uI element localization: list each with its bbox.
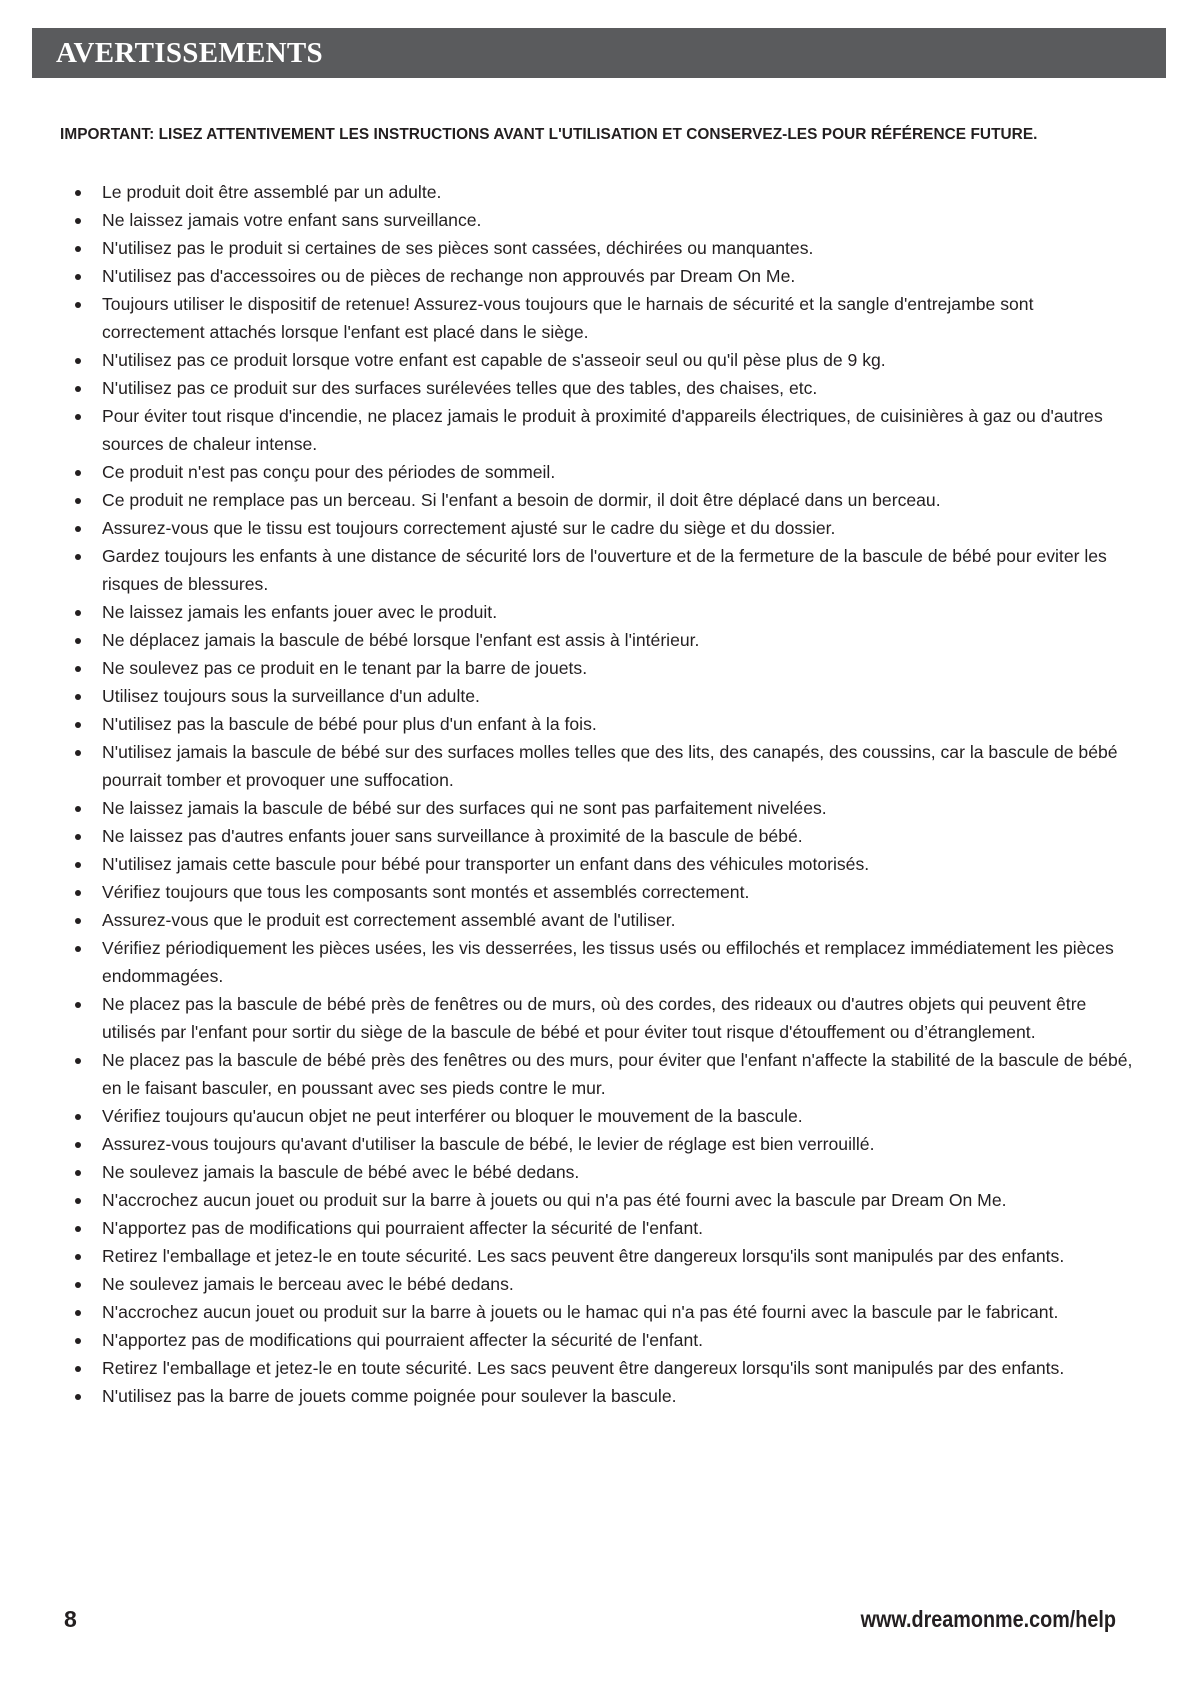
page-title: AVERTISSEMENTS: [56, 36, 323, 69]
header-bar: [32, 28, 1166, 78]
list-item: Ne laissez pas d'autres enfants jouer sans surveillance à proximité de la bascule de bébé.: [60, 822, 1140, 850]
list-item: N'utilisez pas ce produit sur des surfaces surélevées telles que des tables, des chaises, etc.: [60, 374, 1140, 402]
list-item: Toujours utiliser le dispositif de retenue! Assurez-vous toujours que le harnais de sécurité et la sangle d'entrejambe sont correctement attachés lorsque l'enfant est placé dans le siège.: [60, 290, 1140, 346]
list-item: N'accrochez aucun jouet ou produit sur la barre à jouets ou qui n'a pas été fourni avec la bascule par Dream On Me.: [60, 1186, 1140, 1214]
list-item: N'utilisez pas d'accessoires ou de pièces de rechange non approuvés par Dream On Me.: [60, 262, 1140, 290]
list-item: Ce produit n'est pas conçu pour des périodes de sommeil.: [60, 458, 1140, 486]
list-item: N'utilisez pas la bascule de bébé pour plus d'un enfant à la fois.: [60, 710, 1140, 738]
list-item: N'utilisez jamais la bascule de bébé sur des surfaces molles telles que des lits, des canapés, des coussins, car la bascule de bébé pourrait tomber et provoquer une suffocation.: [60, 738, 1140, 794]
list-item: Ne déplacez jamais la bascule de bébé lorsque l'enfant est assis à l'intérieur.: [60, 626, 1140, 654]
page-number: 8: [64, 1606, 77, 1632]
list-item: Assurez-vous que le produit est correctement assemblé avant de l'utiliser.: [60, 906, 1140, 934]
list-item: Ne soulevez jamais la bascule de bébé avec le bébé dedans.: [60, 1158, 1140, 1186]
list-item: Assurez-vous toujours qu'avant d'utiliser la bascule de bébé, le levier de réglage est bien verrouillé.: [60, 1130, 1140, 1158]
footer-url: www.dreamonme.com/help: [860, 1606, 1116, 1632]
list-item: Gardez toujours les enfants à une distance de sécurité lors de l'ouverture et de la fermeture de la bascule de bébé pour eviter les risques de blessures.: [60, 542, 1140, 598]
list-item: Assurez-vous que le tissu est toujours correctement ajusté sur le cadre du siège et du dossier.: [60, 514, 1140, 542]
list-item: N'utilisez pas la barre de jouets comme poignée pour soulever la bascule.: [60, 1382, 1140, 1410]
list-item: N'utilisez pas le produit si certaines de ses pièces sont cassées, déchirées ou manquantes.: [60, 234, 1140, 262]
list-item: Ne soulevez jamais le berceau avec le bébé dedans.: [60, 1270, 1140, 1298]
list-item: Ne laissez jamais les enfants jouer avec le produit.: [60, 598, 1140, 626]
list-item: Ne laissez jamais votre enfant sans surveillance.: [60, 206, 1140, 234]
list-item: N'apportez pas de modifications qui pourraient affecter la sécurité de l'enfant.: [60, 1214, 1140, 1242]
list-item: N'utilisez pas ce produit lorsque votre enfant est capable de s'asseoir seul ou qu'il pèse plus de 9 kg.: [60, 346, 1140, 374]
list-item: Retirez l'emballage et jetez-le en toute sécurité. Les sacs peuvent être dangereux lorsqu'ils sont manipulés par des enfants.: [60, 1242, 1140, 1270]
list-item: Ne laissez jamais la bascule de bébé sur des surfaces qui ne sont pas parfaitement nivelées.: [60, 794, 1140, 822]
list-item: Ne placez pas la bascule de bébé près de fenêtres ou de murs, où des cordes, des rideaux ou d'autres objets qui peuvent être utilisés par l'enfant pour sortir du siège de la bascule de bébé et pour éviter tout risque d'étouffement ou d’étranglement.: [60, 990, 1140, 1046]
warnings-list: [60, 178, 1140, 1410]
list-item: Ce produit ne remplace pas un berceau. Si l'enfant a besoin de dormir, il doit être déplacé dans un berceau.: [60, 486, 1140, 514]
list-item: N'accrochez aucun jouet ou produit sur la barre à jouets ou le hamac qui n'a pas été fourni avec la bascule par le fabricant.: [60, 1298, 1140, 1326]
list-item: Utilisez toujours sous la surveillance d'un adulte.: [60, 682, 1140, 710]
list-item: Retirez l'emballage et jetez-le en toute sécurité. Les sacs peuvent être dangereux lorsqu'ils sont manipulés par des enfants.: [60, 1354, 1140, 1382]
list-item: Le produit doit être assemblé par un adulte.: [60, 178, 1140, 206]
list-item: Ne placez pas la bascule de bébé près des fenêtres ou des murs, pour éviter que l'enfant n'affecte la stabilité de la bascule de bébé, en le faisant basculer, en poussant avec ses pieds contre le mur.: [60, 1046, 1140, 1102]
important-notice: IMPORTANT: LISEZ ATTENTIVEMENT LES INSTRUCTIONS AVANT L'UTILISATION ET CONSERVEZ-LES POUR RÉFÉRENCE FUTURE.: [60, 126, 1038, 143]
list-item: Vérifiez toujours qu'aucun objet ne peut interférer ou bloquer le mouvement de la bascule.: [60, 1102, 1140, 1130]
list-item: N'utilisez jamais cette bascule pour bébé pour transporter un enfant dans des véhicules motorisés.: [60, 850, 1140, 878]
list-item: Pour éviter tout risque d'incendie, ne placez jamais le produit à proximité d'appareils électriques, de cuisinières à gaz ou d'autres sources de chaleur intense.: [60, 402, 1140, 458]
list-item: Ne soulevez pas ce produit en le tenant par la barre de jouets.: [60, 654, 1140, 682]
list-item: Vérifiez périodiquement les pièces usées, les vis desserrées, les tissus usés ou effilochés et remplacez immédiatement les pièces endommagées.: [60, 934, 1140, 990]
list-item: N'apportez pas de modifications qui pourraient affecter la sécurité de l'enfant.: [60, 1326, 1140, 1354]
list-item: Vérifiez toujours que tous les composants sont montés et assemblés correctement.: [60, 878, 1140, 906]
